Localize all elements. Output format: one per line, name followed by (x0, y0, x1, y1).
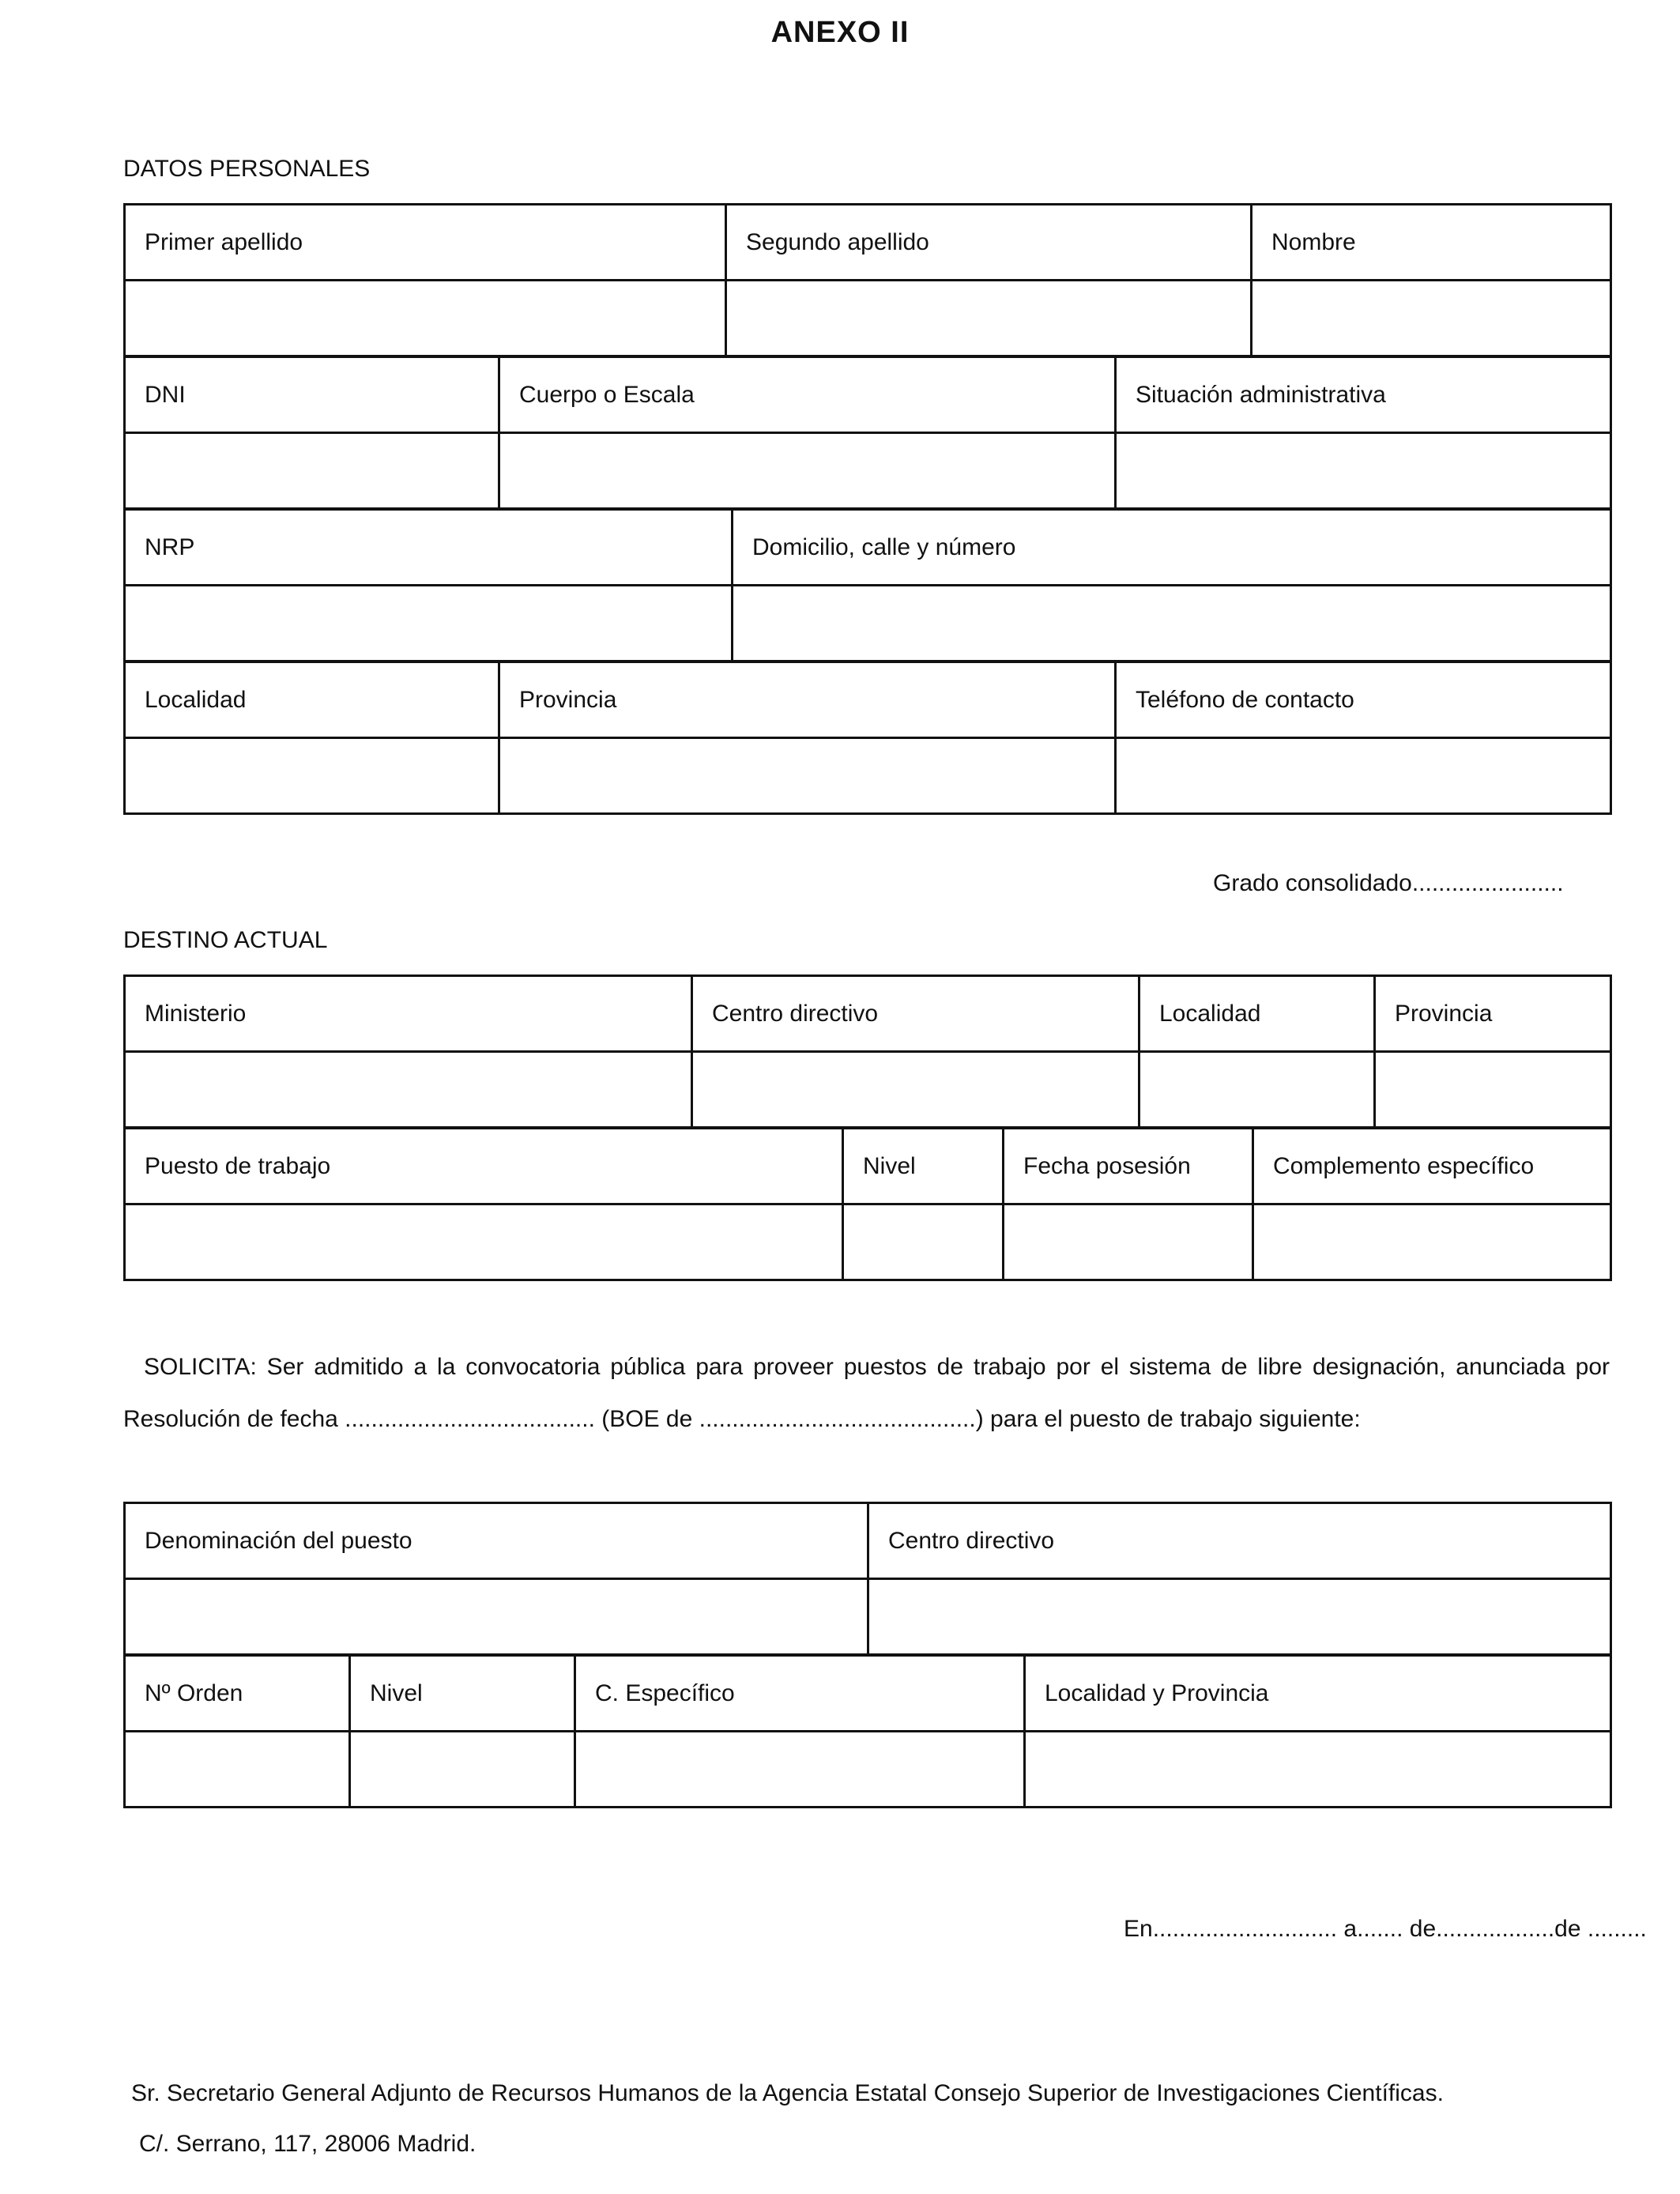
label-localidad-provincia: Localidad y Provincia (1025, 1656, 1611, 1732)
field-provincia[interactable] (499, 738, 1116, 814)
field-fecha-posesion[interactable] (1004, 1204, 1253, 1280)
destinatario-line-1: Sr. Secretario General Adjunto de Recursos Humanos de la Agencia Estatal Consejo Superior de Investigaciones Científicas. (131, 2080, 1444, 2106)
label-complemento-especifico: Complemento específico (1253, 1129, 1611, 1204)
label-provincia: Provincia (499, 662, 1116, 738)
label-destino-provincia: Provincia (1375, 976, 1611, 1052)
label-domicilio: Domicilio, calle y número (733, 510, 1611, 586)
field-primer-apellido[interactable] (125, 281, 726, 356)
datos-personales-table-localidad (123, 661, 1612, 815)
puesto-solicitado-table-orden (123, 1654, 1612, 1808)
label-telefono: Teléfono de contacto (1116, 662, 1611, 738)
label-cuerpo-escala: Cuerpo o Escala (499, 357, 1116, 433)
section-heading-datos-personales: DATOS PERSONALES (123, 156, 371, 182)
fecha-lugar-line: En............................ a....... de..................de ......... (1124, 1916, 1647, 1942)
solicita-paragraph (123, 1341, 1610, 1446)
field-nombre[interactable] (1252, 281, 1611, 356)
destino-actual-table-ministerio (123, 974, 1612, 1129)
field-puesto-trabajo[interactable] (125, 1204, 843, 1280)
field-centro-directivo[interactable] (692, 1052, 1139, 1128)
field-ministerio[interactable] (125, 1052, 692, 1128)
label-solicitado-centro-directivo: Centro directivo (868, 1503, 1611, 1579)
solicita-line-1: SOLICITA: Ser admitido a la convocatoria pública para proveer puestos de trabajo por el sistema de libre designación, anunciada por (144, 1354, 1610, 1380)
label-fecha-posesion: Fecha posesión (1004, 1129, 1253, 1204)
label-segundo-apellido: Segundo apellido (726, 205, 1252, 281)
label-denominacion-puesto: Denominación del puesto (125, 1503, 868, 1579)
grado-consolidado: Grado consolidado....................... (1213, 870, 1564, 896)
field-nivel[interactable] (843, 1204, 1004, 1280)
solicita-line-2: Resolución de fecha ...................................... (BOE de ..........................................) para el puesto de trabajo siguiente: (123, 1406, 1361, 1432)
label-solicitado-nivel: Nivel (350, 1656, 575, 1732)
field-numero-orden[interactable] (125, 1732, 350, 1808)
field-situacion-administrativa[interactable] (1116, 433, 1611, 509)
field-cuerpo-escala[interactable] (499, 433, 1116, 509)
field-domicilio[interactable] (733, 586, 1611, 662)
field-localidad[interactable] (125, 738, 499, 814)
field-dni[interactable] (125, 433, 499, 509)
label-destino-localidad: Localidad (1139, 976, 1375, 1052)
label-numero-orden: Nº Orden (125, 1656, 350, 1732)
field-solicitado-nivel[interactable] (350, 1732, 575, 1808)
label-situacion-administrativa: Situación administrativa (1116, 357, 1611, 433)
field-solicitado-centro-directivo[interactable] (868, 1579, 1611, 1655)
label-nombre: Nombre (1252, 205, 1611, 281)
field-c-especifico[interactable] (575, 1732, 1025, 1808)
label-puesto-trabajo: Puesto de trabajo (125, 1129, 843, 1204)
label-c-especifico: C. Específico (575, 1656, 1025, 1732)
destinatario-line-2: C/. Serrano, 117, 28006 Madrid. (139, 2131, 477, 2157)
datos-personales-table-dni (123, 356, 1612, 510)
label-centro-directivo: Centro directivo (692, 976, 1139, 1052)
label-nrp: NRP (125, 510, 733, 586)
label-nivel: Nivel (843, 1129, 1004, 1204)
field-destino-localidad[interactable] (1139, 1052, 1375, 1128)
field-nrp[interactable] (125, 586, 733, 662)
label-localidad: Localidad (125, 662, 499, 738)
label-ministerio: Ministerio (125, 976, 692, 1052)
datos-personales-table-nombre (123, 203, 1612, 357)
field-destino-provincia[interactable] (1375, 1052, 1611, 1128)
destino-actual-table-puesto (123, 1127, 1612, 1281)
field-telefono[interactable] (1116, 738, 1611, 814)
field-complemento-especifico[interactable] (1253, 1204, 1611, 1280)
field-denominacion-puesto[interactable] (125, 1579, 868, 1655)
field-segundo-apellido[interactable] (726, 281, 1252, 356)
label-dni: DNI (125, 357, 499, 433)
field-localidad-provincia[interactable] (1025, 1732, 1611, 1808)
datos-personales-table-nrp (123, 508, 1612, 662)
label-primer-apellido: Primer apellido (125, 205, 726, 281)
puesto-solicitado-table-denominacion (123, 1502, 1612, 1656)
page-title: ANEXO II (770, 16, 910, 49)
section-heading-destino-actual: DESTINO ACTUAL (123, 927, 328, 953)
